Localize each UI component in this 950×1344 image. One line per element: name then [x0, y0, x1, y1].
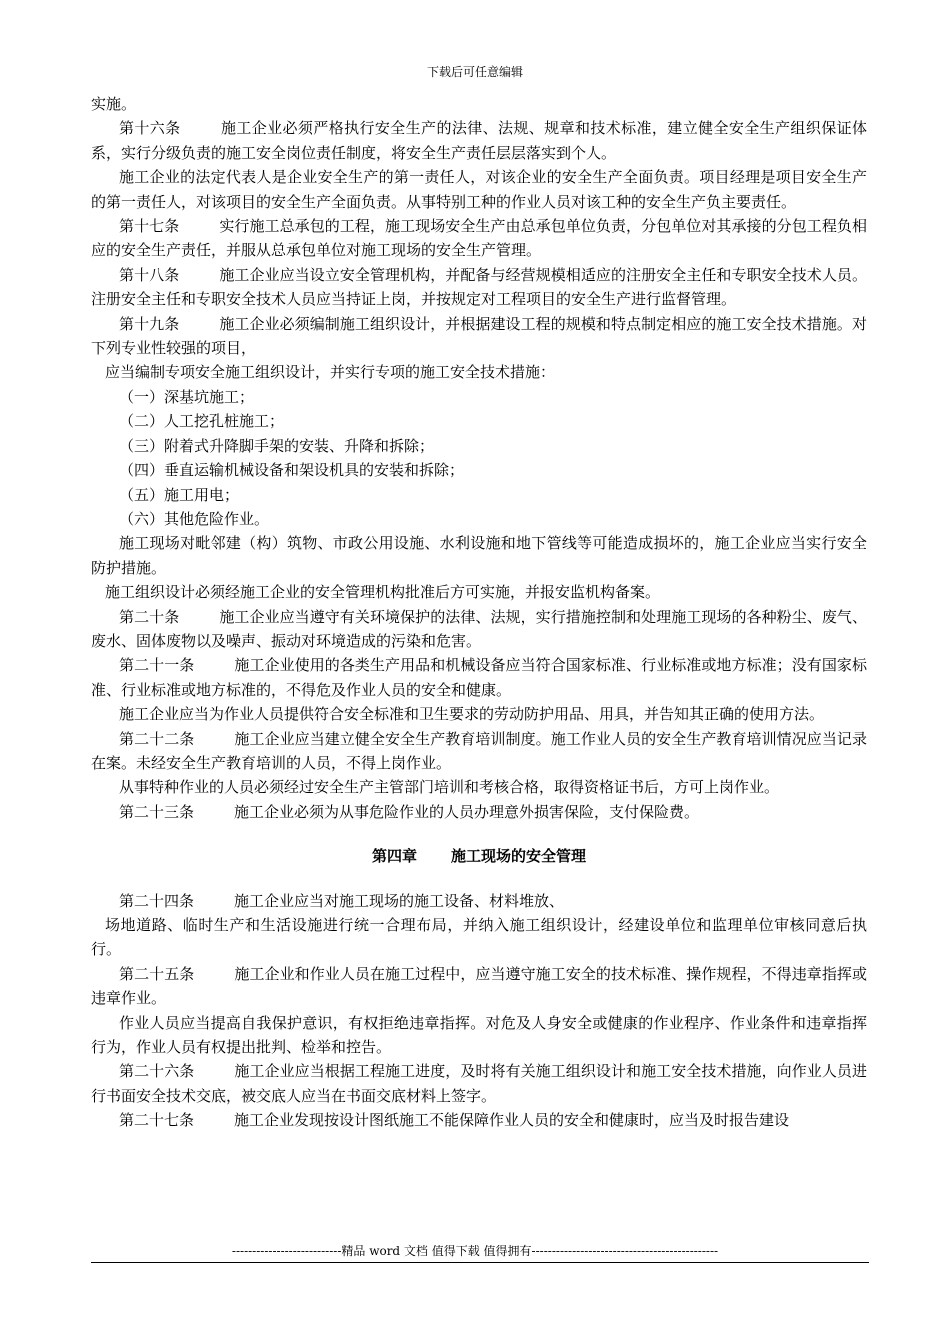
article-number: 第二十三条: [119, 802, 195, 821]
article-text: 施工企业应当建立健全安全生产教育培训制度。施工作业人员的安全生产教育培训情况应当记录在案。未经安全生产教育培训的人员，不得上岗作业。: [91, 729, 867, 772]
article-paragraph: [91, 312, 867, 361]
article-text: 施工企业使用的各类生产用品和机械设备应当符合国家标准、行业标准或地方标准；没有国家标准、行业标准或地方标准的，不得危及作业人员的安全和健康。: [91, 656, 867, 699]
page-footer: ---------------------------精品 word 文档 值得下载 值得拥有----------------------------------------------: [231, 1244, 719, 1258]
article-text: 施工企业必须编制施工组织设计，并根据建设工程的规模和特点制定相应的施工安全技术措施。对下列专业性较强的项目，: [91, 314, 867, 358]
article-paragraph: [91, 962, 867, 1011]
body-paragraph: 施工企业的法定代表人是企业安全生产的第一责任人，对该企业的安全生产全面负责。项目经理是项目安全生产的第一责任人，对该项目的安全生产全面负责。从事特别工种的作业人员对该工种的安全生产负主要责任。: [91, 168, 867, 211]
chapter-title: 施工现场的安全管理: [451, 847, 587, 866]
article-paragraph: [91, 1108, 867, 1132]
article-number: 第二十五条: [119, 964, 195, 983]
footer-rule: [91, 1262, 869, 1263]
chapter-number: 第四章: [371, 847, 417, 866]
article-text: 施工企业应当对施工现场的施工设备、材料堆放、: [234, 891, 565, 910]
article-text: 施工企业必须为从事危险作业的人员办理意外损害保险，支付保险费。: [234, 802, 700, 821]
article-number: 第十八条: [119, 265, 180, 284]
article-paragraph: [91, 605, 867, 654]
article-text: 施工企业必须严格执行安全生产的法律、法规、规章和技术标准，建立健全安全生产组织保证体系，实行分级负责的施工安全岗位责任制度，将安全生产责任层层落实到个人。: [91, 119, 867, 162]
body-paragraph: 实施。: [91, 95, 137, 113]
body-paragraph: 场地道路、临时生产和生活设施进行统一合理布局，并纳入施工组织设计，经建设单位和监理单位审核同意后执行。: [91, 916, 867, 959]
article-paragraph: [91, 1059, 867, 1108]
article-paragraph: [91, 800, 867, 824]
article-text: 施工企业应当遵守有关环境保护的法律、法规，实行措施控制和处理施工现场的各种粉尘、废气、废水、固体废物以及噪声、振动对环境造成的污染和危害。: [91, 607, 867, 650]
list-item: （二）人工挖孔桩施工；: [119, 412, 285, 431]
list-item: （一）深基坑施工；: [119, 387, 255, 406]
article-number: 第二十条: [119, 607, 180, 626]
article-paragraph: [91, 889, 867, 913]
list-item: （六）其他危险作业。: [119, 509, 270, 528]
article-text: 施工企业应当根据工程施工进度，及时将有关施工组织设计和施工安全技术措施，向作业人员进行书面安全技术交底，被交底人应当在书面交底材料上签字。: [91, 1062, 867, 1105]
list-item: （五）施工用电；: [119, 485, 240, 504]
article-text: 施工企业和作业人员在施工过程中，应当遵守施工安全的技术标准、操作规程，不得违章指挥或违章作业。: [91, 964, 867, 1008]
document-body: [91, 92, 867, 1133]
body-paragraph: 施工现场对毗邻建（构）筑物、市政公用设施、水利设施和地下管线等可能造成损坏的，施工企业应当实行安全防护措施。: [91, 534, 867, 577]
chapter-heading: [91, 844, 867, 868]
body-paragraph: 从事特种作业的人员必须经过安全生产主管部门培训和考核合格，取得资格证书后，方可上岗作业。: [119, 778, 780, 797]
list-item: （三）附着式升降脚手架的安装、升降和拆除；: [119, 436, 435, 455]
article-text: 实行施工总承包的工程，施工现场安全生产由总承包单位负责，分包单位对其承接的分包工程负相应的安全生产责任，并服从总承包单位对施工现场的安全生产管理。: [91, 217, 867, 260]
article-number: 第二十六条: [119, 1062, 195, 1081]
article-number: 第二十七条: [119, 1111, 195, 1130]
page-header: 下载后可任意编辑: [426, 65, 523, 79]
article-paragraph: [91, 263, 867, 312]
article-number: 第十九条: [119, 314, 180, 333]
article-paragraph: [91, 214, 867, 263]
article-paragraph: [91, 116, 867, 165]
article-text: 施工企业发现按设计图纸施工不能保障作业人员的安全和健康时，应当及时报告建设: [234, 1111, 790, 1130]
body-paragraph: 施工企业应当为作业人员提供符合安全标准和卫生要求的劳动防护用品、用具，并告知其正确的使用方法。: [119, 705, 825, 724]
article-number: 第二十四条: [119, 891, 195, 910]
body-paragraph: 施工组织设计必须经施工企业的安全管理机构批准后方可实施，并报安监机构备案。: [105, 583, 661, 602]
article-number: 第二十一条: [119, 656, 195, 675]
body-paragraph: 作业人员应当提高自我保护意识，有权拒绝违章指挥。对危及人身安全或健康的作业程序、作业条件和违章指挥行为，作业人员有权提出批判、检举和控告。: [91, 1013, 867, 1057]
article-paragraph: [91, 727, 867, 776]
article-paragraph: [91, 653, 867, 702]
article-number: 第二十二条: [119, 729, 195, 748]
article-number: 第十六条: [119, 119, 181, 138]
article-text: 施工企业应当设立安全管理机构，并配备与经营规模相适应的注册安全主任和专职安全技术人员。注册安全主任和专职安全技术人员应当持证上岗，并按规定对工程项目的安全生产进行监督管理。: [91, 265, 867, 309]
body-paragraph: 应当编制专项安全施工组织设计，并实行专项的施工安全技术措施：: [105, 363, 556, 382]
list-item: （四）垂直运输机械设备和架设机具的安装和拆除；: [119, 461, 465, 480]
article-number: 第十七条: [119, 217, 180, 236]
